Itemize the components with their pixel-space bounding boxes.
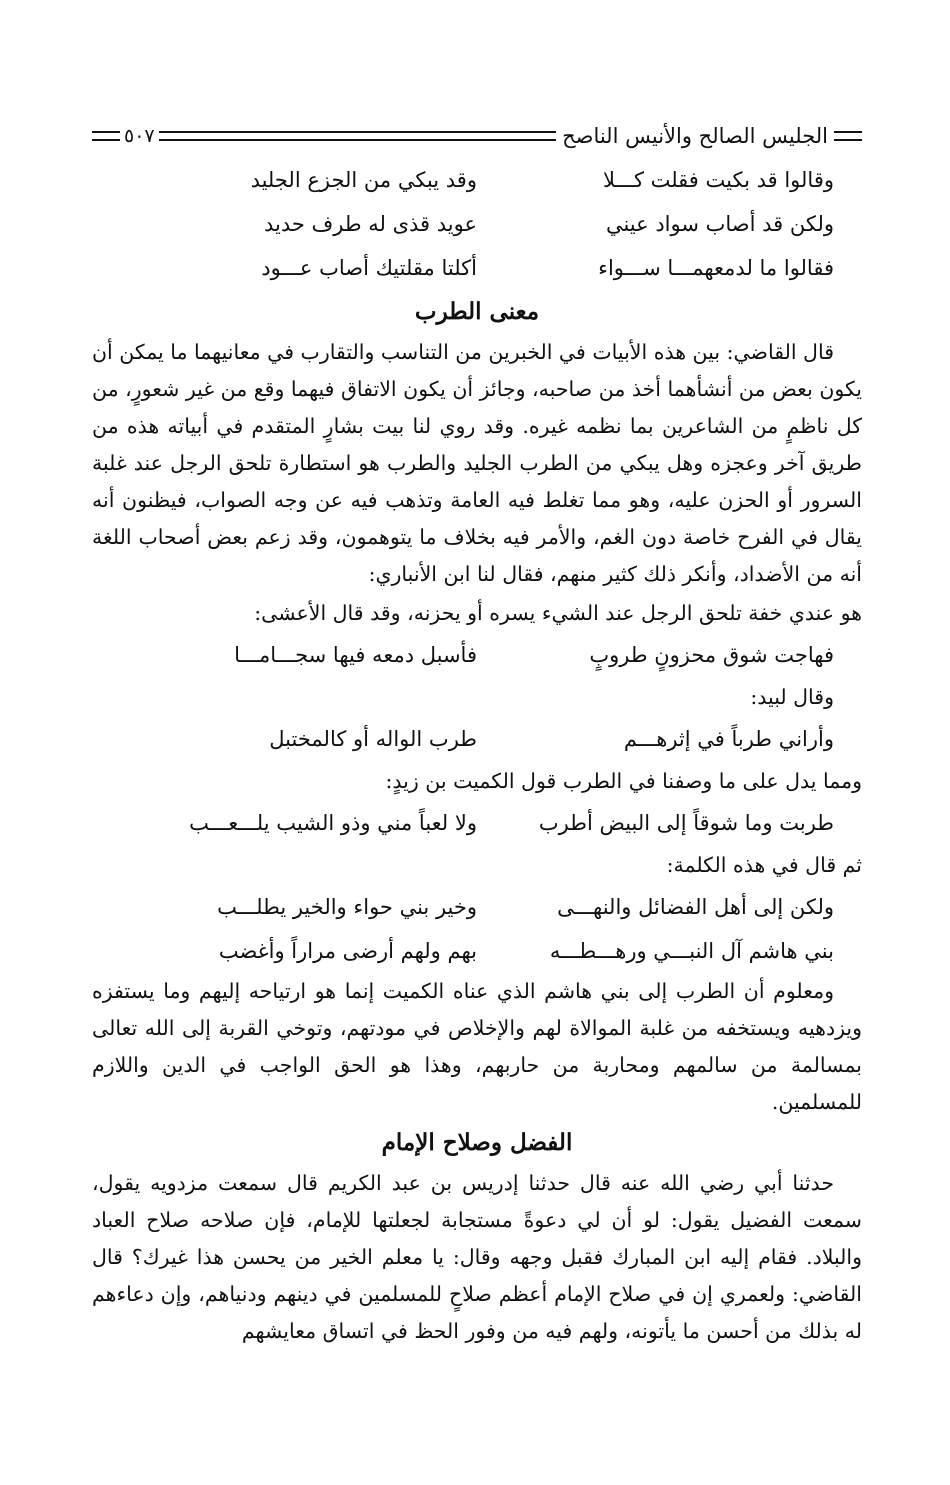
text-line: ثم قال في هذه الكلمة:: [666, 853, 862, 877]
verse-second-hemistich: عويد قذى له طرف حديد: [263, 212, 477, 236]
verse: [92, 246, 862, 290]
verse-first-hemistich: بني هاشم آل النبـــي ورهـــطـــه: [549, 939, 834, 963]
verse: [92, 885, 862, 929]
paragraph: قال القاضي: بين هذه الأبيات في الخبرين من التناسب والتقارب في معانيهما ما يمكن أن يكون بعض من أنشأهما أخذ من صاحبه، وجائز أن يكون الاتفاق فيهما وقع من غير شعورٍ، من كل ناظمٍ من الشاعرين بما نظمه غيره. وقد روي لنا بيت بشارٍ المتقدم في أبياته هذه من طريق آخر وعجزه وهل يبكي من الطرب الجليد والطرب هو استطارة تلحق الرجل عند غلبة السرور أو الحزن عليه، وهو مما تغلط فيه العامة وتذهب فيه عن وجه الصواب، فيظنون أنه يقال في الفرح خاصة دون الغم، والأمر فيه بخلاف ما يتوهمون، وقد زعم بعض أصحاب اللغة أنه من الأضداد، وأنكر ذلك كثير منهم، فقال لنا ابن الأنباري:: [92, 340, 862, 586]
paragraph: ومعلوم أن الطرب إلى بني هاشم الذي عناه الكميت إنما هو ارتياحه إليهم وما يستفزه ويزدهيه ويستخفه من غلبة الموالاة لهم والإخلاص في مودتهم، وتوخي القربة إلى الله تعالى بمسالمة من سالمهم ومحاربة من حاربهم، وهذا هو الحق الواجب في الدين واللازم للمسلمين.: [92, 979, 862, 1114]
verse-first-hemistich: طربت وما شوقاً إلى البيض أطرب: [538, 811, 834, 835]
book-title: الجليس الصالح والأنيس الناصح: [562, 124, 828, 148]
verse: [92, 202, 862, 246]
verse: [92, 929, 862, 973]
text-line: هو عندي خفة تلحق الرجل عند الشيء يسره أو يحزنه، وقد قال الأعشى:: [254, 601, 862, 625]
verse: [92, 717, 862, 761]
page-number: ٥٠٧: [124, 125, 155, 147]
verse-second-hemistich: فأسبل دمعه فيها سجـــامـــا: [234, 643, 477, 667]
verse-second-hemistich: بهم ولهم أرضى مراراً وأغضب: [218, 939, 477, 963]
verse-second-hemistich: وقد يبكي من الجزع الجليد: [250, 168, 477, 192]
section-heading: الفضل وصلاح الإمام: [381, 1129, 573, 1156]
verse-first-hemistich: فهاجت شوق محزونٍ طروبٍ: [589, 643, 834, 667]
verse-first-hemistich: وقالوا قد بكيت فقلت كـــلا: [602, 168, 834, 192]
verse-first-hemistich: ولكن إلى أهل الفضائل والنهـــى: [557, 895, 834, 919]
verse-first-hemistich: ولكن قد أصاب سواد عيني: [605, 212, 834, 236]
section-heading: معنى الطرب: [414, 298, 540, 325]
verse-first-hemistich: فقالوا ما لدمعهمـــا ســـواء: [598, 256, 834, 280]
verse-second-hemistich: أكلتا مقلتيك أصاب عـــود: [261, 256, 477, 280]
verse-second-hemistich: وخير بني حواء والخير يطلـــب: [217, 895, 477, 919]
paragraph: حدثنا أبي رضي الله عنه قال حدثنا إدريس بن عبد الكريم قال سمعت مزدويه يقول، سمعت الفضيل يقول: لو أن لي دعوةً مستجابة لجعلتها للإمام، فإن صلاحه صلاح العباد والبلاد. فقام إليه ابن المبارك فقبل وجهه وقال: يا معلم الخير من يحسن هذا غيرك؟ قال القاضي: ولعمري إن في صلاح الإمام أعظم صلاحٍ للمسلمين في دينهم ودنياهم، وإن دعاءهم له بذلك من أحسن ما يأتونه، ولهم فيه من وفور الحظ في اتساق معايشهم: [92, 1171, 862, 1343]
verse: [92, 801, 862, 845]
verse-second-hemistich: ولا لعباً مني وذو الشيب يلـــعـــب: [189, 811, 477, 835]
header-rule-middle: [159, 131, 556, 141]
running-header: [92, 118, 862, 154]
verse: [92, 633, 862, 677]
verse-second-hemistich: طرب الواله أو كالمختبل: [269, 727, 477, 751]
verse: [92, 158, 862, 202]
page-body: [92, 158, 862, 1350]
header-rule-left: [92, 131, 120, 141]
verse-first-hemistich: وأراني طرباً في إثرهـــم: [623, 727, 834, 751]
header-rule-right: [834, 131, 862, 141]
text-line: وقال لبيد:: [750, 685, 834, 709]
text-line: ومما يدل على ما وصفنا في الطرب قول الكميت بن زيدٍ:: [385, 769, 862, 793]
